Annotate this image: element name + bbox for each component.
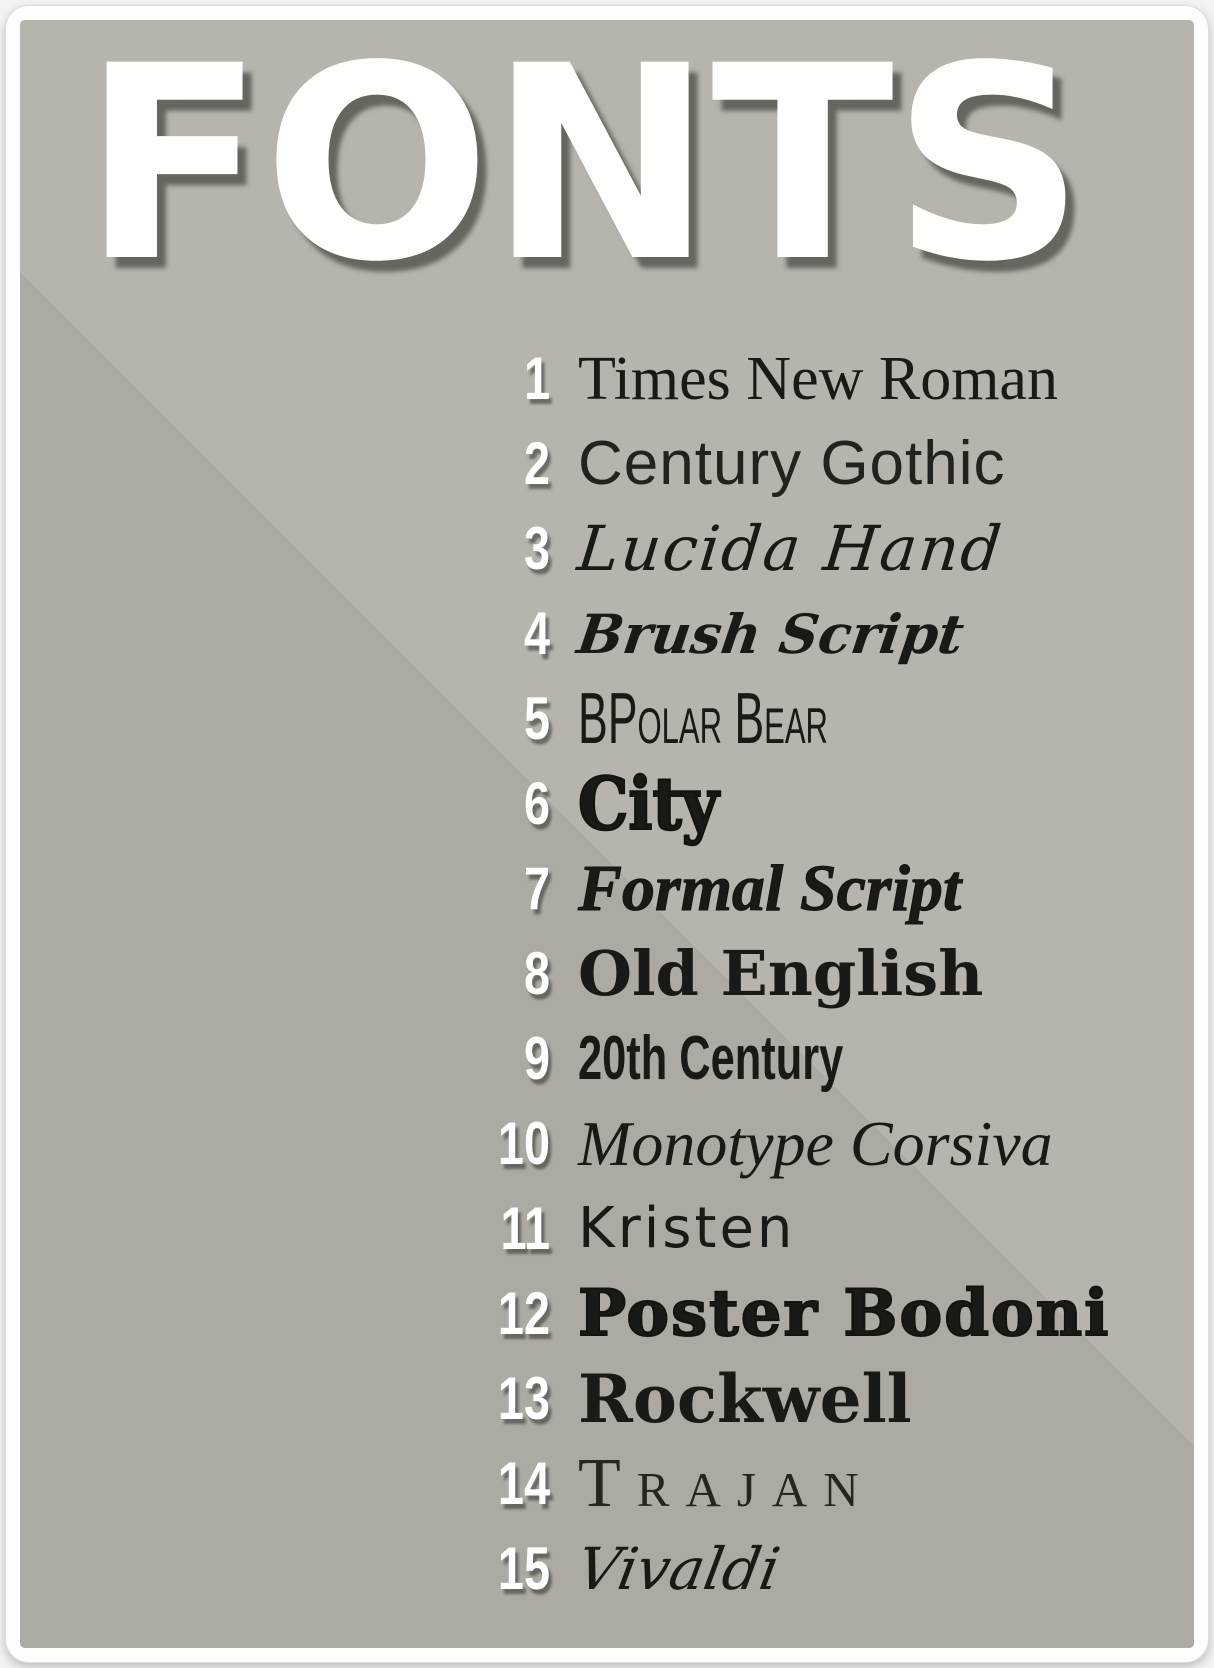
font-list-item	[20, 846, 1194, 931]
font-list-item	[20, 336, 1194, 421]
item-font-name: Lucida Hand	[574, 511, 1007, 585]
poster-card	[5, 5, 1209, 1663]
item-number: 3	[523, 514, 550, 582]
item-number: 12	[497, 1279, 550, 1347]
item-font-name: Kristen	[578, 1195, 796, 1261]
item-font-name: BPolar Bear	[578, 678, 828, 759]
font-list-item	[20, 676, 1194, 761]
font-list-item	[20, 1186, 1194, 1271]
item-number: 6	[523, 769, 550, 837]
item-font-name: Monotype Corsiva	[578, 1107, 1053, 1179]
item-font-name: Vivaldi	[572, 1534, 785, 1603]
font-list-item	[20, 761, 1194, 846]
font-list-item	[20, 1271, 1194, 1356]
item-font-name: Brush Script	[573, 601, 968, 666]
font-list-item	[20, 1356, 1194, 1441]
item-number: 9	[523, 1024, 550, 1092]
item-font-name: Rockwell	[578, 1359, 912, 1438]
item-font-name: Old English	[578, 936, 984, 1010]
font-list-item	[20, 421, 1194, 506]
item-font-name: Trajan	[578, 1444, 875, 1522]
item-number: 1	[523, 344, 550, 412]
item-number: 5	[523, 684, 550, 752]
poster-background	[20, 20, 1194, 1648]
item-number: 2	[523, 429, 550, 497]
item-font-name: 20th Century	[578, 1023, 844, 1093]
item-font-name: Times New Roman	[578, 344, 1058, 413]
font-list-item	[20, 1441, 1194, 1526]
item-number: 10	[497, 1109, 550, 1177]
font-list-item	[20, 1101, 1194, 1186]
item-font-name: Poster Bodoni	[578, 1275, 1111, 1351]
item-number: 13	[497, 1364, 550, 1432]
item-number: 14	[497, 1449, 550, 1517]
item-number: 11	[500, 1194, 550, 1262]
item-font-name: Century Gothic	[578, 428, 1006, 498]
font-list-item	[20, 1016, 1194, 1101]
item-number: 8	[523, 939, 550, 1007]
font-list	[20, 336, 1194, 1611]
font-list-item	[20, 1526, 1194, 1611]
item-number: 15	[497, 1534, 550, 1602]
item-font-name: City	[578, 760, 719, 846]
font-list-item	[20, 506, 1194, 591]
font-list-item	[20, 931, 1194, 1016]
poster-title: FONTS	[82, 20, 1084, 321]
item-font-name: Formal Script	[578, 851, 962, 925]
item-number: 4	[523, 599, 550, 667]
item-number: 7	[523, 854, 550, 922]
font-list-item	[20, 591, 1194, 676]
